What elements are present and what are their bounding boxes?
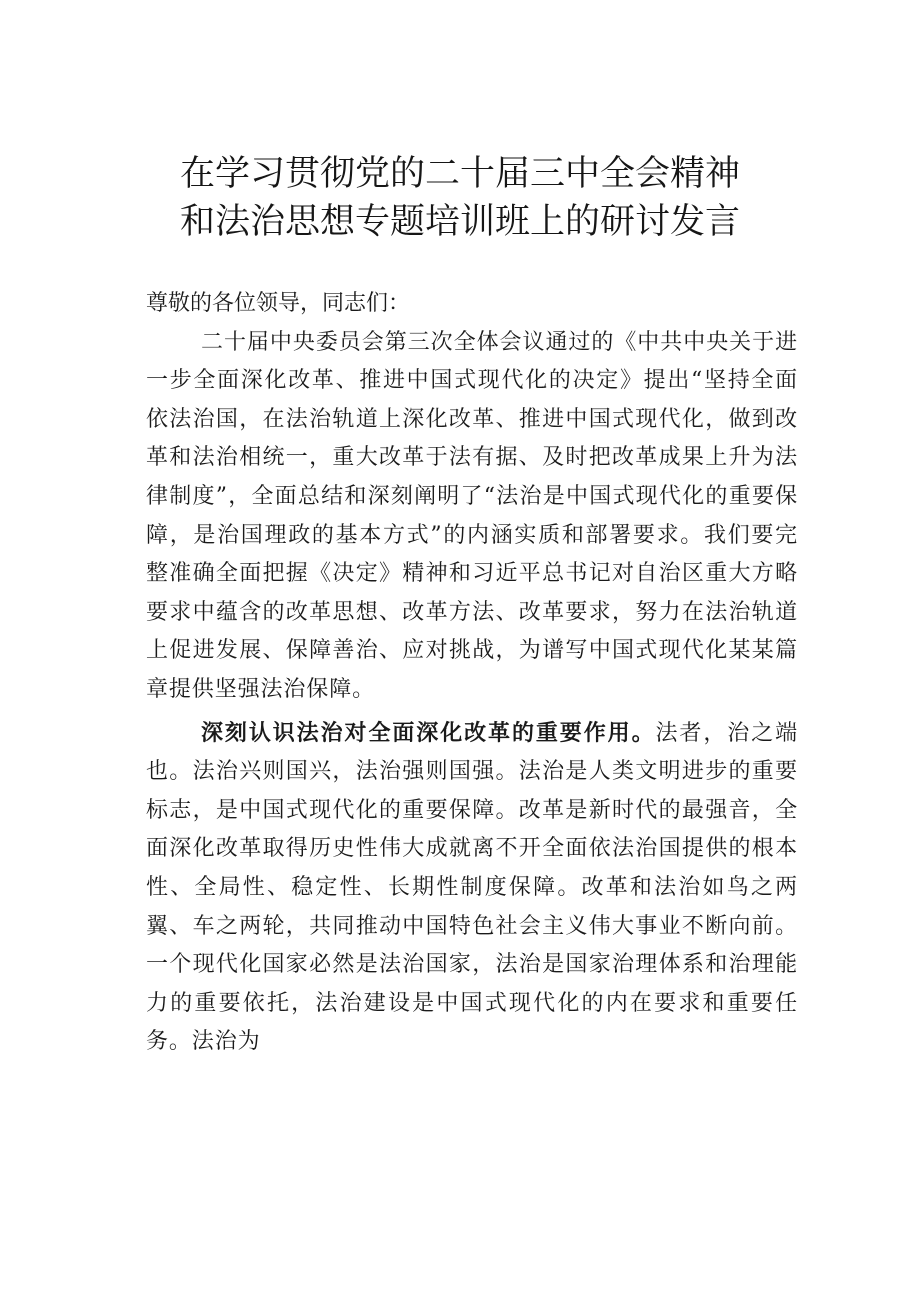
paragraph-2	[146, 714, 798, 1062]
paragraph-2-lead: 深刻认识法治对全面深化改革的重要作用。	[201, 719, 656, 746]
document-title	[100, 150, 820, 246]
title-line-2: 和法治思想专题培训班上的研讨发言	[179, 202, 740, 242]
paragraph-2-body: 法者，治之端也。法治兴则国兴，法治强则国强。法治是人类文明进步的重要标志，是中国式现代化的重要保障。改革是新时代的最强音，全面深化改革取得历史性伟大成就离不开全面依法治国提供的根本性、全局性、稳定性、长期性制度保障。改革和法治如鸟之两翼、车之两轮，共同推动中国特色社会主义伟大事业不断向前。一个现代化国家必然是法治国家，法治是国家治理体系和治理能力的重要依托，法治建设是中国式现代化的内在要求和重要任务。法治为	[146, 720, 799, 1055]
document-body	[146, 285, 798, 1062]
paragraph-1: 二十届中央委员会第三次全体会议通过的《中共中央关于进一步全面深化改革、推进中国式现代化的决定》提出“坚持全面依法治国，在法治轨道上深化改革、推进中国式现代化，做到改革和法治相统一，重大改革于法有据、及时把改革成果上升为法律制度”，全面总结和深刻阐明了“法治是中国式现代化的重要保障，是治国理政的基本方式”的内涵实质和部署要求。我们要完整准确全面把握《决定》精神和习近平总书记对自治区重大方略要求中蕴含的改革思想、改革方法、改革要求，努力在法治轨道上促进发展、保障善治、应对挑战，为谱写中国式现代化某某篇章提供坚强法治保障。	[146, 329, 798, 702]
salutation: 尊敬的各位领导，同志们：	[146, 291, 411, 316]
title-line-1: 在学习贯彻党的二十届三中全会精神	[179, 154, 740, 194]
